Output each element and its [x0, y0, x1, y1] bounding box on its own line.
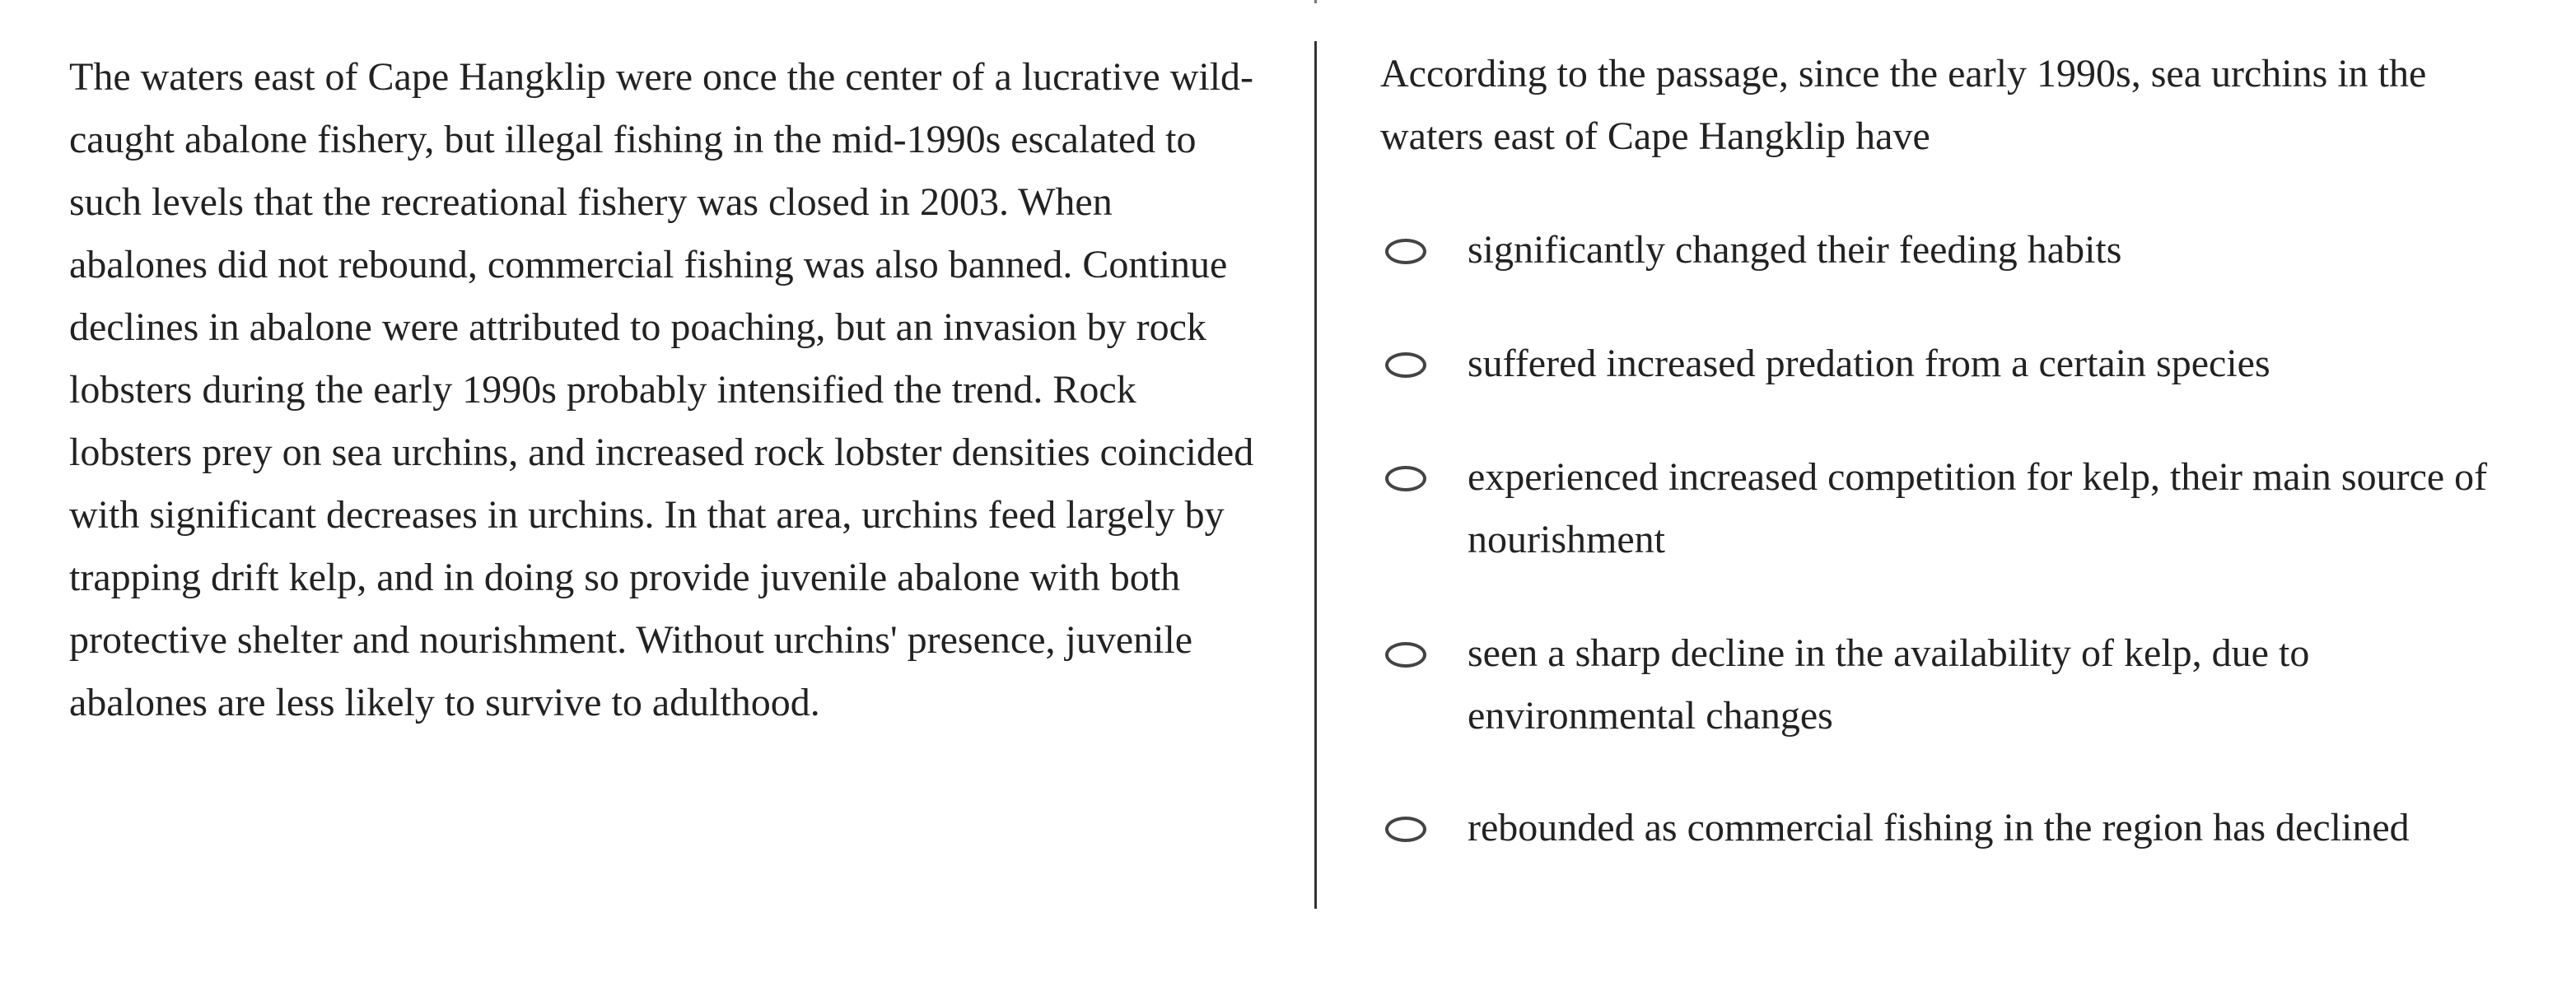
answer-choice-label: experienced increased competition for kelp, their main source of nourishment — [1468, 455, 2488, 561]
question-prompt: According to the passage, since the early 1990s, sea urchins in the waters east of Cape Hangklip have — [1380, 52, 2427, 158]
radio-button-icon[interactable] — [1385, 817, 1426, 842]
radio-button-icon[interactable] — [1385, 239, 1426, 264]
radio-button-icon[interactable] — [1385, 352, 1426, 378]
divider-top-mark — [1314, 0, 1317, 3]
answer-choice-label: suffered increased predation from a certain species — [1468, 342, 2270, 385]
answer-choice-1[interactable] — [1380, 219, 2533, 282]
radio-button-icon[interactable] — [1385, 642, 1426, 668]
answer-choice-2[interactable] — [1380, 333, 2533, 395]
pane-divider — [1314, 41, 1317, 909]
answer-choice-3[interactable] — [1380, 446, 2533, 571]
answer-choice-5[interactable] — [1380, 797, 2533, 859]
answer-choice-label: significantly changed their feeding habits — [1468, 228, 2122, 272]
answer-choice-label: rebounded as commercial fishing in the region has declined — [1468, 806, 2410, 849]
reading-passage: The waters east of Cape Hangklip were once the center of a lucrative wild-caught abalone fishery, but illegal fishing in the mid-1990s escalated to such levels that the recreational fishery was closed in 2003. When abalones did not rebound, commercial fishing was also banned. Continue declines in abalone were attributed to poaching, but an invasion by rock lobsters during the early 1990s probably intensified the trend. Rock lobsters prey on sea urchins, and increased rock lobster densities coincided with significant decreases in urchins. In that area, urchins feed largely by trapping drift kelp, and in doing so provide juvenile abalone with both protective shelter and nourishment. Without urchins' presence, juvenile abalones are less likely to survive to adulthood. — [69, 55, 1254, 724]
radio-button-icon[interactable] — [1385, 466, 1426, 491]
answer-choice-label: seen a sharp decline in the availability of kelp, due to environmental changes — [1468, 631, 2310, 738]
answer-choice-4[interactable] — [1380, 622, 2533, 747]
